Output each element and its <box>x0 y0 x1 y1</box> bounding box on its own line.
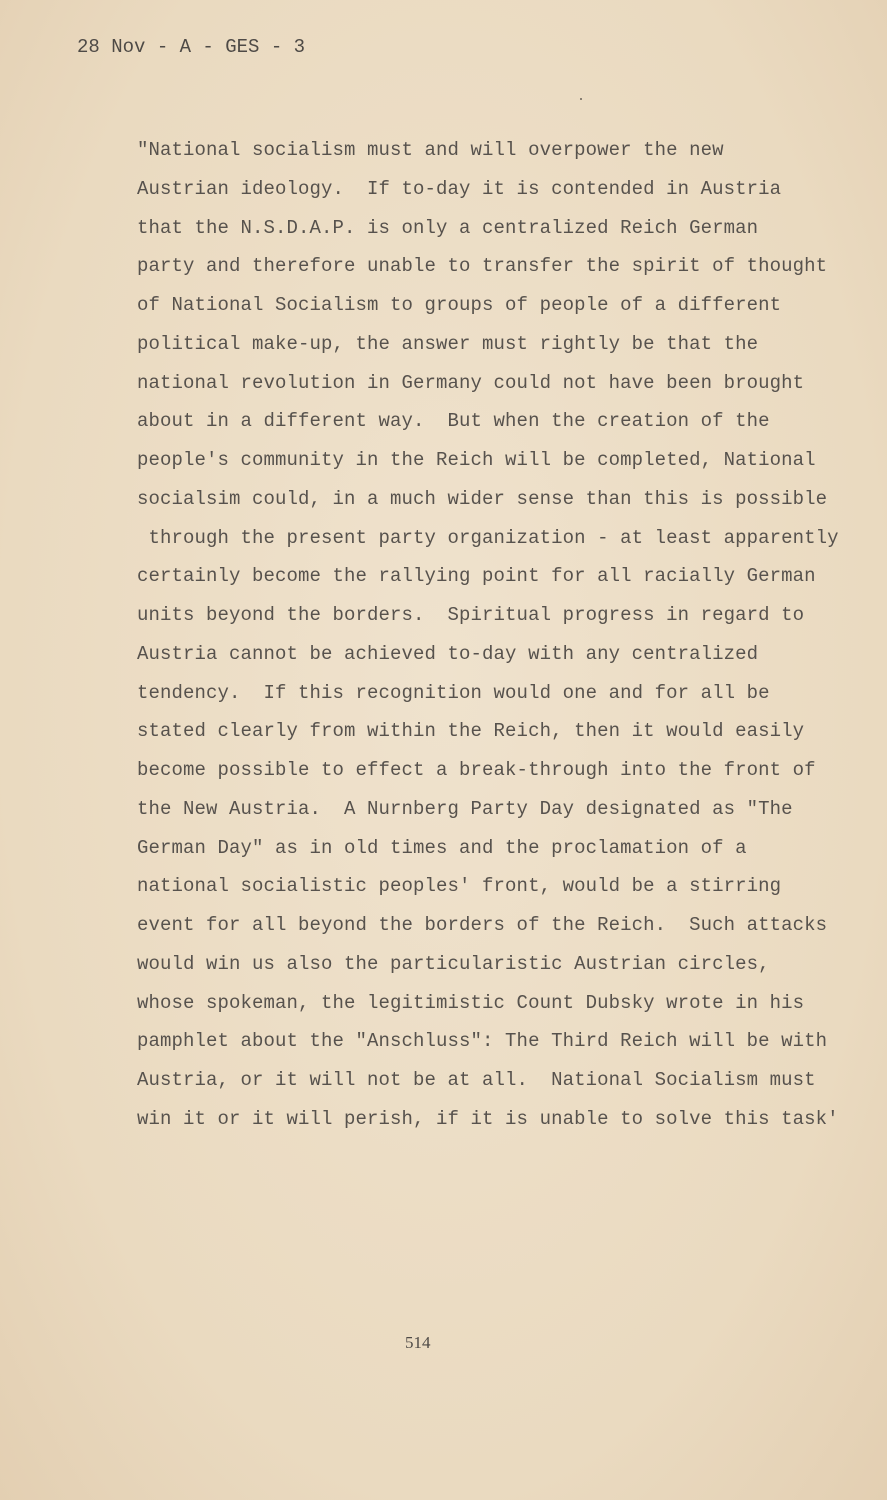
text-line: national socialistic peoples' front, would be a stirring <box>137 875 782 898</box>
text-line: Austria cannot be achieved to-day with any centralized <box>137 642 759 665</box>
stray-mark <box>580 98 582 100</box>
text-line: of National Socialism to groups of people of a different <box>137 294 782 316</box>
text-line: certainly become the rallying point for all racially German <box>137 565 816 588</box>
page-number: 514 <box>405 1333 431 1352</box>
document-body <box>137 131 839 1139</box>
text-line: tendency. If this recognition would one and for all be <box>137 681 770 704</box>
text-line: political make-up, the answer must rightly be that the <box>137 332 759 355</box>
text-line: people's community in the Reich will be completed, National <box>137 449 816 471</box>
text-line: national revolution in Germany could not have been brought <box>137 371 805 394</box>
text-line: Austrian ideology. If to-day it is contended in Austria <box>137 177 782 200</box>
text-line: party and therefore unable to transfer the spirit of thought <box>137 255 828 278</box>
text-line: units beyond the borders. Spiritual progress in regard to <box>137 604 805 626</box>
text-line: whose spokeman, the legitimistic Count Dubsky wrote in his <box>137 991 805 1014</box>
text-line: that the N.S.D.A.P. is only a centralized Reich German <box>137 216 759 239</box>
text-line: through the present party organization - at least apparently <box>137 526 839 549</box>
text-line: about in a different way. But when the creation of the <box>137 410 770 433</box>
text-line: socialsim could, in a much wider sense than this is possible <box>137 487 828 510</box>
text-line: become possible to effect a break-through into the front of <box>137 759 816 781</box>
text-line: stated clearly from within the Reich, then it would easily <box>137 720 805 743</box>
text-line: "National socialism must and will overpower the new <box>137 139 724 161</box>
document-header: 28 Nov - A - GES - 3 <box>77 36 306 58</box>
text-line: win it or it will perish, if it is unable to solve this task' <box>137 1107 839 1130</box>
text-line: German Day" as in old times and the proclamation of a <box>137 836 747 859</box>
text-line: pamphlet about the "Anschluss": The Third Reich will be with <box>137 1030 828 1053</box>
text-line: event for all beyond the borders of the Reich. Such attacks <box>137 914 828 936</box>
text-line: the New Austria. A Nurnberg Party Day designated as "The <box>137 797 793 820</box>
text-line: would win us also the particularistic Austrian circles, <box>137 952 770 975</box>
text-line: Austria, or it will not be at all. National Socialism must <box>137 1069 816 1091</box>
